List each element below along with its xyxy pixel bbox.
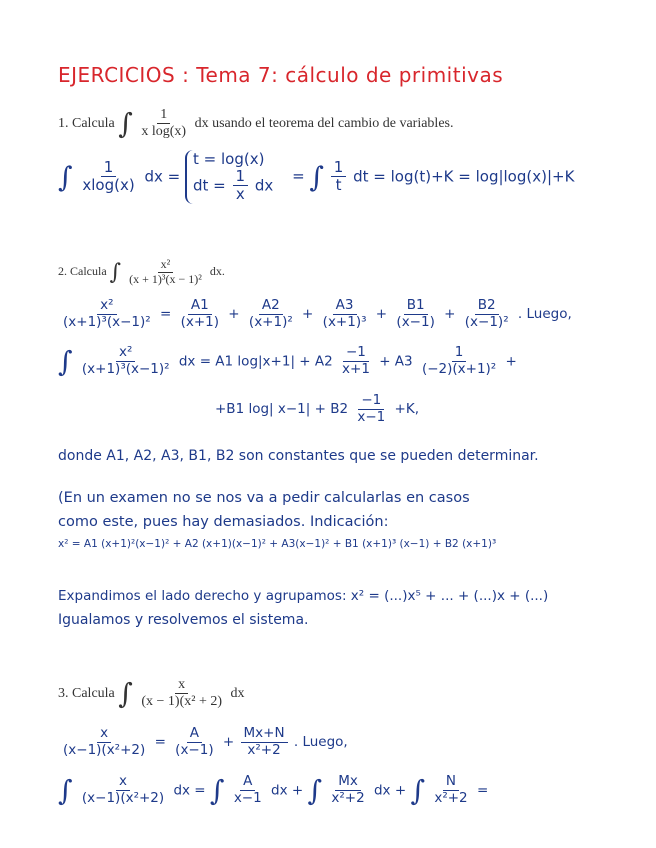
page-title: EJERCICIOS : Tema 7: cálculo de primitivas: [58, 63, 504, 87]
ex2-l2-den: (x+1)³(x−1)²: [81, 361, 170, 377]
ex2-l2-f1: [339, 345, 373, 377]
exercise-1-statement: [58, 107, 453, 140]
ex3-prefix: 3. Calcula: [58, 685, 115, 701]
integral-sign: ∫: [58, 345, 73, 378]
exercise-2-statement: [58, 258, 225, 287]
ex3-l2-num: x: [116, 774, 130, 791]
ex3-l1-den: (x−1)(x²+2): [63, 741, 146, 758]
ex2-l2-f2: [419, 345, 499, 377]
ex3-i2-dx: dx +: [373, 782, 407, 799]
ex2-decomposition: $\frac{\text{x²}}{\text{(x+1)³(x−1)²}}$ = $\frac{A1}{(x+1)}$ + $\frac{A2}{\text{(x+1)²}}$ + $\frac{A3}{\text{(x+1)³}}$ + $\frac{B1}{(x-1)}$ + $\frac{B2}{\text{(x−1)²}}$ . Luego,: [58, 298, 572, 330]
ex2-paragraph-5: Expandimos el lado derecho y agrupamos: x² = (...)x⁵ + ... + (...)x + (...): [58, 588, 549, 604]
ex2-l2-f1-num: −1: [343, 345, 369, 362]
ex3-l2-den: (x−1)(x²+2): [81, 790, 165, 806]
ex3-l1-num: x: [97, 726, 111, 743]
ex2-term-b1: [393, 298, 437, 330]
ex1-sub-line-2: [193, 168, 273, 204]
ex3-integral-line: [58, 774, 488, 807]
ex2-l3-frac: [354, 393, 388, 425]
ex3-decomposition: [58, 726, 348, 758]
integral-sign: ∫: [307, 774, 323, 807]
ex2-l3-num: −1: [358, 393, 384, 410]
ex1-eq: =: [292, 167, 305, 186]
ex3-eq: =: [154, 734, 166, 751]
ex2-paragraph-2: (En un examen no se nos va a pedir calcularlas en casos: [58, 490, 470, 506]
integral-sign: ∫: [118, 677, 133, 711]
ex3-fa-num: A: [187, 726, 202, 743]
ex2-a2-num: A2: [259, 298, 283, 315]
ex3-i2-den: x²+2: [331, 790, 365, 806]
ex3-end: =: [476, 782, 489, 799]
ex3-i2-num: Mx: [335, 774, 361, 791]
ex2-term-a1: [178, 298, 222, 330]
ex2-paragraph-4: x² = A1 (x+1)²(x−1)² + A2 (x+1)(x−1)² + A3(x−1)² + B1 (x+1)³ (x−1) + B2 (x+1)³: [58, 538, 497, 550]
ex2-l2-b: + A3: [379, 353, 413, 370]
ex2-term-a2: [246, 298, 296, 330]
ex2-luego: . Luego,: [517, 306, 572, 323]
ex3-i1-num: A: [240, 774, 255, 791]
ex2-l2-f2-den: (−2)(x+1)²: [421, 361, 497, 377]
ex2-l3-b: +K,: [394, 401, 420, 418]
ex3-fb-num: Mx+N: [241, 726, 288, 743]
ex3-l2-frac: [79, 774, 167, 806]
ex3-den: (x − 1)(x² + 2): [141, 694, 222, 710]
ex1-sol-dx: dx =: [144, 167, 181, 186]
ex2-l2-plus: +: [505, 353, 517, 370]
integral-sign: ∫: [118, 107, 133, 141]
ex1-sub2-num: 1: [233, 168, 249, 186]
integral-sign: ∫: [58, 774, 73, 807]
ex3-suffix: dx: [230, 685, 245, 701]
ex1-num: 1: [157, 107, 170, 124]
ex3-num: x: [175, 677, 188, 694]
ex1-suffix: dx usando el teorema del cambio de variables.: [194, 115, 454, 131]
ex2-term-b2: [462, 298, 512, 330]
integral-sign: ∫: [410, 774, 426, 807]
ex3-plus: +: [222, 734, 235, 751]
ex3-luego: . Luego,: [293, 734, 348, 751]
ex3-fb-den: x²+2: [247, 741, 281, 758]
ex3-i1-den: x−1: [233, 790, 262, 806]
ex1-result: dt = log(t)+K = log|log(x)|+K: [353, 167, 575, 186]
ex2-l2-a: dx = A1 log|x+1| + A2: [178, 353, 333, 370]
ex2-a1-num: A1: [188, 298, 212, 315]
ex3-i3-num: N: [443, 774, 459, 791]
integral-sign: ∫: [309, 160, 325, 194]
ex1-sub2-frac: [233, 168, 249, 204]
ex2-prefix: 2. Calcula: [58, 264, 107, 279]
ex3-i2: [328, 774, 367, 806]
ex1-int-den: t: [335, 176, 342, 195]
ex2-l3-den: x−1: [357, 408, 386, 425]
ex1-sub2-den: x: [235, 185, 245, 204]
ex2-paragraph-3: como este, pues hay demasiados. Indicación:: [58, 514, 389, 530]
ex2-integral-line-2: [215, 393, 419, 425]
ex2-num: x²: [158, 258, 174, 273]
ex2-l1-den: (x+1)³(x−1)²: [63, 313, 151, 330]
ex1-sub2-b: dx: [254, 176, 274, 195]
ex1-sub-line-1: t = log(x): [193, 150, 265, 168]
ex2-l2-num: x²: [116, 345, 135, 362]
ex1-sol-den: xlog(x): [82, 176, 135, 195]
ex2-b2-num: B2: [475, 298, 499, 315]
ex1-sol-fraction: [79, 159, 137, 195]
ex2-den: (x + 1)³(x − 1)²: [129, 271, 202, 286]
ex2-l1-frac: [60, 298, 154, 330]
ex1-int-num: 1: [331, 159, 347, 177]
ex3-l2-dx: dx =: [173, 782, 206, 799]
ex3-i1-dx: dx +: [271, 782, 304, 799]
ex2-l2-frac: [79, 345, 173, 377]
ex1-prefix: 1. Calcula: [58, 115, 115, 131]
ex1-den: x log(x): [141, 124, 187, 140]
ex1-int-frac: [331, 159, 347, 195]
ex2-b1-den: (x−1): [396, 313, 435, 330]
ex2-b1-num: B1: [404, 298, 428, 315]
ex1-sub2-a: dt =: [193, 176, 226, 195]
ex1-sol-num: 1: [101, 159, 117, 177]
ex2-paragraph-6: Igualamos y resolvemos el sistema.: [58, 612, 309, 628]
ex1-fraction: [138, 107, 189, 140]
ex2-suffix: dx.: [209, 264, 225, 279]
ex2-a2-den: (x+1)²: [248, 313, 293, 330]
ex2-b2-den: (x−1)²: [464, 313, 509, 330]
integral-sign: ∫: [209, 774, 225, 807]
integral-sign: ∫: [109, 259, 122, 285]
ex2-term-a3: [320, 298, 370, 330]
ex2-l2-f2-num: 1: [452, 345, 467, 362]
ex3-i3-den: x²+2: [434, 790, 468, 806]
ex2-a1-den: (x+1): [180, 313, 220, 330]
integral-sign: ∫: [58, 160, 73, 194]
ex3-fraction: [138, 677, 225, 710]
ex2-integral-line: [58, 345, 517, 378]
ex3-fb: [241, 726, 288, 758]
exercise-3-statement: [58, 677, 245, 710]
ex1-substitution: [185, 150, 273, 204]
ex2-l2-f1-den: x+1: [342, 361, 370, 377]
exercise-1-solution: [58, 150, 574, 204]
ex3-i1: [231, 774, 265, 806]
ex3-fa-den: (x−1): [175, 741, 214, 758]
ex2-l1-num: x²: [97, 298, 116, 315]
ex2-l3-a: +B1 log| x−1| + B2: [215, 401, 349, 418]
ex3-i3: [431, 774, 470, 806]
ex2-a3-num: A3: [333, 298, 357, 315]
ex2-a3-den: (x+1)³: [322, 313, 367, 330]
ex3-fa: [172, 726, 216, 758]
ex3-l1-frac: [60, 726, 148, 758]
ex2-fraction: [126, 258, 205, 287]
ex2-paragraph-1: donde A1, A2, A3, B1, B2 son constantes que se pueden determinar.: [58, 448, 539, 464]
